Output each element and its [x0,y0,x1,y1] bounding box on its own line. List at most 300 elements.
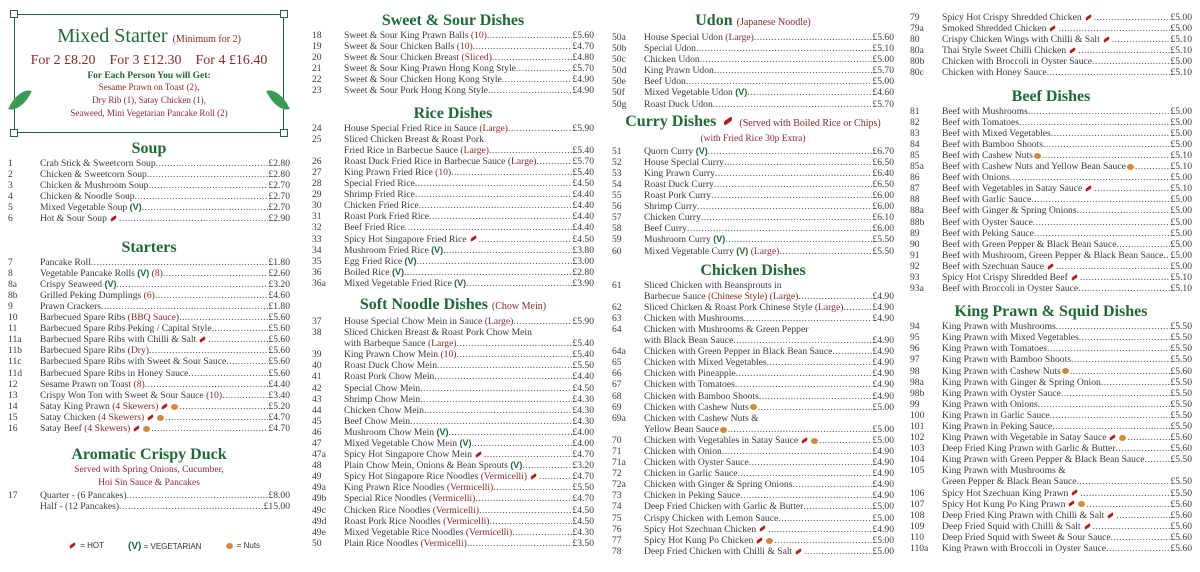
menu-item-row [8,169,290,180]
leader-dots [179,312,268,323]
item-name: Chicken with Cashew Nuts & [644,412,759,424]
leader-dots [1028,106,1171,117]
item-name: King Prawn in Peking Sauce [942,421,1053,432]
item-price: £5.40 [572,166,594,178]
item-price: £4.70 [268,411,290,423]
item-name: House Special Chow Mein in Sauce (Large) [344,315,514,327]
item-number: 32 [312,222,322,234]
item-name: Roast Pork Curry [644,190,712,202]
leader-dots [135,191,269,202]
item-name: Chicken in Garlic Sauce [644,468,738,480]
item-number: 50b [612,43,627,55]
item-number: 8a [8,278,18,290]
leader-dots [539,471,572,482]
item-price: £5.70 [872,98,894,110]
item-price: £5.60 [268,334,290,346]
menu-item-row [312,222,594,233]
menu-item-row [612,223,894,234]
chili-icon [161,403,168,409]
item-number: 8 [8,267,13,279]
item-number: 27 [312,166,322,178]
menu-item-row [910,399,1192,410]
item-note: (Vermicelli) [465,526,513,538]
item-number: 49d [312,515,327,527]
menu-item-row [612,32,894,43]
item-price: £4.50 [572,515,594,527]
item-name: Spicy Hot Kung Po King Prawn [942,499,1086,510]
item-name: Chicken Rice Noodles (Vermicelli) [344,504,480,516]
item-name: Barbecued Spare Ribs (BBQ Sauce) [40,312,180,324]
item-name: Beef with Garlic Sauce [942,194,1032,206]
item-number: 47a [312,449,326,461]
leader-dots [151,423,268,434]
leader-dots [142,202,269,213]
corner-ornament [280,129,288,137]
nut-icon [1127,164,1134,170]
corner-ornament [280,10,288,18]
item-number: 4 [8,191,13,203]
leader-dots [502,74,573,85]
item-name: Satay Chicken (4 Skewers) [40,412,165,423]
item-name: Barbecued Spare Ribs in Honey Sauce [40,367,189,379]
menu-item-row [910,239,1192,250]
leader-dots [512,527,572,538]
item-price: £1.80 [268,256,290,268]
item-number: 110 [910,531,925,543]
nut-icon [1078,501,1085,507]
item-number: 22 [312,74,322,86]
item-note: (10) [440,349,457,361]
leader-dots [792,479,872,490]
menu-item-row [8,323,290,334]
item-price: £2.70 [268,180,290,192]
leader-dots [1051,128,1171,139]
menu-item-row [910,488,1192,499]
item-number: 79 [910,12,920,23]
veg-marker: (V) [431,244,444,255]
item-number: 76 [612,523,622,535]
menu-item-row [910,272,1192,283]
item-price: £5.90 [572,122,594,134]
item-number: 42 [312,382,322,394]
item-number: 103 [910,443,925,455]
item-number: 49 [312,471,322,483]
nut-icon [1119,435,1126,441]
leader-dots [1019,117,1170,128]
leader-dots [1116,510,1170,521]
item-name: Boiled Rice (V) [344,266,404,278]
leader-dots [410,416,572,427]
item-price: £4.40 [268,378,290,390]
item-price: £5.10 [1170,34,1192,46]
item-price: £5.50 [1170,332,1192,344]
menu-item-row [312,360,594,371]
leader-dots [1056,261,1170,272]
item-name: Plain Rice Noodles (Vermicelli) [344,537,467,549]
item-price: £5.00 [1170,105,1192,117]
menu-item-row [312,427,594,438]
item-note: (Large) [479,122,508,134]
item-name: Roast Duck Chow Mein [344,360,438,372]
item-number: 36 [312,266,322,278]
sweet-sour-list [312,30,594,97]
leader-dots [713,99,873,110]
item-number: 45 [312,415,322,427]
item-price: £4.40 [572,222,594,234]
item-name: Deep Fried Squid with Chilli & Salt [942,521,1093,532]
menu-item-row [612,190,894,201]
item-note: (Large) [460,144,490,156]
leader-dots [420,383,572,394]
item-name: Chicken Curry [644,212,701,224]
menu-item-row [910,354,1192,365]
menu-item-row [312,156,594,167]
leader-dots [1031,194,1170,205]
menu-item-row [8,401,290,412]
item-number: 44 [312,404,322,416]
item-number [312,145,344,156]
menu-item-row [910,139,1192,150]
item-name: Shrimp Chow Mein [344,393,421,405]
menu-item-row [312,516,594,527]
contents-line: Seaweed, Mini Vegetarian Pancake Roll (2) [70,108,228,118]
menu-item-row [612,212,894,223]
leader-dots [1047,343,1170,354]
item-name: Chicken with Vegetables in Satay Sauce [644,435,819,446]
item-number: 57 [612,212,622,224]
item-price: £2.80 [268,158,290,169]
item-price: £1.80 [268,300,290,312]
menu-item-row [910,283,1192,294]
item-note: (Vermicelli) [443,515,490,527]
menu-item-row [8,334,290,345]
item-name: Beef with Broccoli in Oyster Sauce [942,283,1079,295]
item-number: 17 [8,490,18,502]
item-name: Deep Fried Squid with Sweet & Sour Sauce [942,531,1111,543]
item-number: 108 [910,509,925,521]
item-number: 7 [8,256,13,268]
item-number: 49a [312,482,326,494]
item-number: 37 [312,315,322,327]
item-name: Chicken with Green Pepper in Black Bean Sauce [644,346,833,358]
veg-marker: (V) [436,426,449,437]
leader-dots [1042,150,1171,161]
item-name: Deep Fried King Prawn with Garlic & Butter [942,443,1116,455]
item-number: 55 [612,190,622,202]
item-number: 58 [612,223,622,235]
item-name: Chicken Fried Rice [344,200,419,212]
veg-marker: (V) [129,202,142,213]
item-price: £5.60 [872,32,894,43]
item-number: 49b [312,493,327,505]
item-name: Sweet & Sour King Prawn Balls (10) [344,30,487,41]
item-number: 98b [910,387,925,399]
item-price: £4.70 [268,422,290,434]
leader-dots [1077,476,1171,487]
item-number: 107 [910,498,925,510]
leader-dots [1078,45,1170,56]
item-number [612,424,644,435]
leader-dots [489,145,572,156]
item-price: £4.90 [872,335,894,347]
menu-item-row [8,412,290,423]
item-price: £5.00 [1170,12,1192,23]
leader-dots [1078,283,1170,294]
menu-item-row [910,510,1192,521]
item-name: Chicken with Ginger & Spring Onions [644,479,793,491]
item-price: £5.50 [1170,398,1192,410]
item-note: (Vermicelli) [480,471,528,483]
leader-dots [155,290,269,301]
item-name: Beef with Bamboo Shoots [942,138,1043,150]
menu-item-row [612,379,894,390]
legend-veg: (V) = VEGETARIAN [128,541,202,552]
menu-item-row [312,167,594,178]
item-name: Smoked Shredded Chicken [942,23,1058,34]
item-price: £4.30 [572,393,594,405]
item-price: £5.00 [1170,216,1192,228]
leader-dots [424,405,572,416]
leader-dots [1127,432,1170,443]
item-name: Beef with Vegetables in Satay Sauce [942,183,1094,194]
item-number: 80b [910,56,925,68]
item-price: £4.30 [572,404,594,416]
leader-dots [484,449,572,460]
menu-item-row [910,194,1192,205]
chili-icon [1071,274,1078,280]
item-name: Sliced Chicken Breast & Roast Pork [344,133,484,145]
item-price: £4.00 [572,438,594,449]
leader-dots [708,146,873,157]
item-number: 10 [8,312,18,324]
item-price: £5.00 [872,423,894,435]
leader-dots [714,65,873,76]
leader-dots [700,54,873,65]
item-number: 110a [910,543,929,555]
item-number: 13 [8,389,18,401]
menu-item-row [312,338,594,349]
menu-item-row [312,85,594,96]
item-number: 33 [312,233,322,245]
menu-item-row [612,468,894,479]
leader-dots [1038,399,1171,410]
item-price: £2.90 [268,213,290,225]
item-name: Beef with Onions [942,172,1010,184]
item-name: Beef with Szechuan Sauce [942,261,1056,272]
chili-icon [756,537,763,543]
item-number: 50d [612,65,627,77]
leader-dots [728,424,873,435]
menu-item-row [312,449,594,460]
item-price: £3.90 [572,277,594,289]
item-note: (BBQ Sauce) [127,312,180,324]
menu-item-row [312,438,594,449]
veg-marker: (V) [736,245,749,256]
item-name: Beef with Peking Sauce [942,227,1034,239]
item-price: £6.70 [872,145,894,157]
item-price: £4.50 [572,233,594,245]
leader-dots [740,490,872,501]
item-number: 85a [910,161,924,173]
corner-ornament [10,129,18,137]
menu-item-row [312,134,594,145]
menu-item-row [910,443,1192,454]
item-note: (Sliced) [461,52,492,64]
leader-dots [733,335,872,346]
item-name: Roast Pork Rice Noodles (Vermicelli) [344,515,490,527]
chili-icon [1047,263,1054,269]
item-note: (Vermicelli) [446,482,494,494]
item-price: £5.40 [572,349,594,361]
leader-dots [119,213,269,224]
item-name: Beef with Mixed Vegetables [942,127,1051,139]
menu-item-row [612,391,894,402]
menu-item-row [312,327,594,338]
leader-dots [804,546,872,557]
leader-dots [492,52,573,63]
item-number: 102 [910,432,925,444]
chili-icon [1069,47,1076,53]
item-price: £5.60 [1170,443,1192,455]
menu-item-row [910,106,1192,117]
menu-item-row [612,490,894,501]
item-note: (Vermicelli) [420,537,467,549]
column-3 [612,12,894,557]
menu-item-row [312,538,594,549]
item-price: £5.70 [572,63,594,75]
menu-item-row [8,501,290,512]
menu-item-row [612,157,894,168]
menu-item-row [8,368,290,379]
item-price: £5.50 [572,360,594,372]
item-name: Roast Duck Curry [644,178,714,190]
leader-dots [508,123,572,134]
menu-item-row [910,332,1192,343]
item-name: Pancake Roll [40,256,91,268]
item-price: £5.00 [872,434,894,446]
chili-icon [147,414,154,420]
mixed-starter-prices: For 2 £8.20 For 3 £12.30 For 4 £16.40 [30,53,268,68]
leader-dots [117,279,269,290]
item-name: Chicken in Peking Sauce [644,490,741,502]
chili-icon [1109,434,1116,440]
item-number: 11d [8,367,23,379]
item-number [8,501,40,512]
item-number: 90 [910,238,920,250]
item-number [910,476,942,487]
item-price: £5.00 [872,401,894,413]
item-name: Sliced Chicken Breast & Roast Pork Chow Mein [344,327,532,339]
item-name: Spicy Hot Szechuan King Prawn [942,488,1080,499]
leader-dots [819,435,872,446]
menu-item-row [910,421,1192,432]
nut-icon [720,427,727,433]
item-name: House Special Fried Rice in Sauce (Large) [344,122,508,134]
item-name: Half - (12 Pancakes) [40,501,120,513]
leader-dots [516,63,573,74]
chili-icon [723,117,733,126]
item-price: £5.00 [872,534,894,546]
item-number: 82 [910,116,920,128]
leader-dots [493,482,572,493]
item-number: 14 [8,400,18,412]
menu-item-row [910,117,1192,128]
item-name: Chicken with Pineapple [644,368,736,380]
item-name: Chicken with Mixed Vegetables [644,357,767,369]
chili-icon [759,526,766,532]
leader-dots [434,371,572,382]
item-number: 11c [8,356,22,368]
item-price: £4.90 [872,390,894,402]
starters-list [8,257,290,435]
item-number: 71 [612,446,622,457]
item-name: Beef with Mushroom, Green Pepper & Black Bean Sauce [942,249,1164,261]
item-price: £5.00 [872,545,894,557]
leader-dots [212,323,269,334]
leader-dots [487,30,573,41]
item-name: Chicken with Honey Sauce [942,67,1047,79]
item-price: £3.80 [572,244,594,256]
item-name: Sweet & Sour Pork Hong Kong Style [344,85,488,97]
menu-item-row [612,76,894,87]
item-price: £5.50 [1170,321,1192,333]
item-number: 84 [910,138,920,150]
item-name: Sweet & Sour Chicken Hong Kong Style [344,74,502,86]
menu-item-row [910,499,1192,510]
menu-item-row [910,476,1192,487]
chili-icon [1083,523,1090,529]
item-number: 50g [612,98,627,110]
menu-item-row [910,532,1192,543]
item-number: 35 [312,255,322,267]
item-number: 50a [612,32,626,43]
nut-icon [1034,153,1041,159]
item-name: Deep Fried Chicken with Garlic & Butter [644,501,804,513]
menu-item-row [612,402,894,413]
item-number: 49e [312,526,326,538]
item-price: £5.00 [1170,249,1192,261]
menu-item-row [312,178,594,189]
leader-dots [687,223,873,234]
menu-item-row [612,424,894,435]
item-number: 25 [312,133,322,145]
chili-icon [1049,25,1056,31]
leader-dots [490,516,573,527]
item-name: Chicken with Mushrooms [644,312,744,324]
item-price: £5.60 [268,323,290,335]
item-price: £4.90 [872,301,894,313]
item-price: £5.00 [872,76,894,88]
item-name: King Prawn with Mushrooms & [942,465,1066,477]
noodles-list [312,316,594,549]
item-number: 94 [910,321,920,333]
item-number: 50e [612,76,626,88]
item-note: (Large) [427,338,457,350]
menu-item-row [910,128,1192,139]
item-number: 83 [910,127,920,139]
menu-item-row [312,471,594,482]
item-number: 26 [312,155,322,167]
item-name: Chicken & Noodle Soup [40,191,135,203]
item-price: £6.10 [872,212,894,224]
item-price: £4.50 [572,382,594,394]
item-number: 28 [312,178,322,190]
curry-note: (with Fried Rice 30p Extra) [700,133,806,144]
chili-icon [475,451,482,457]
item-name: Hot & Sour Soup [40,213,119,224]
item-name: King Prawn Udon [644,65,714,77]
item-name: King Prawn with Oyster Sauce [942,387,1061,399]
